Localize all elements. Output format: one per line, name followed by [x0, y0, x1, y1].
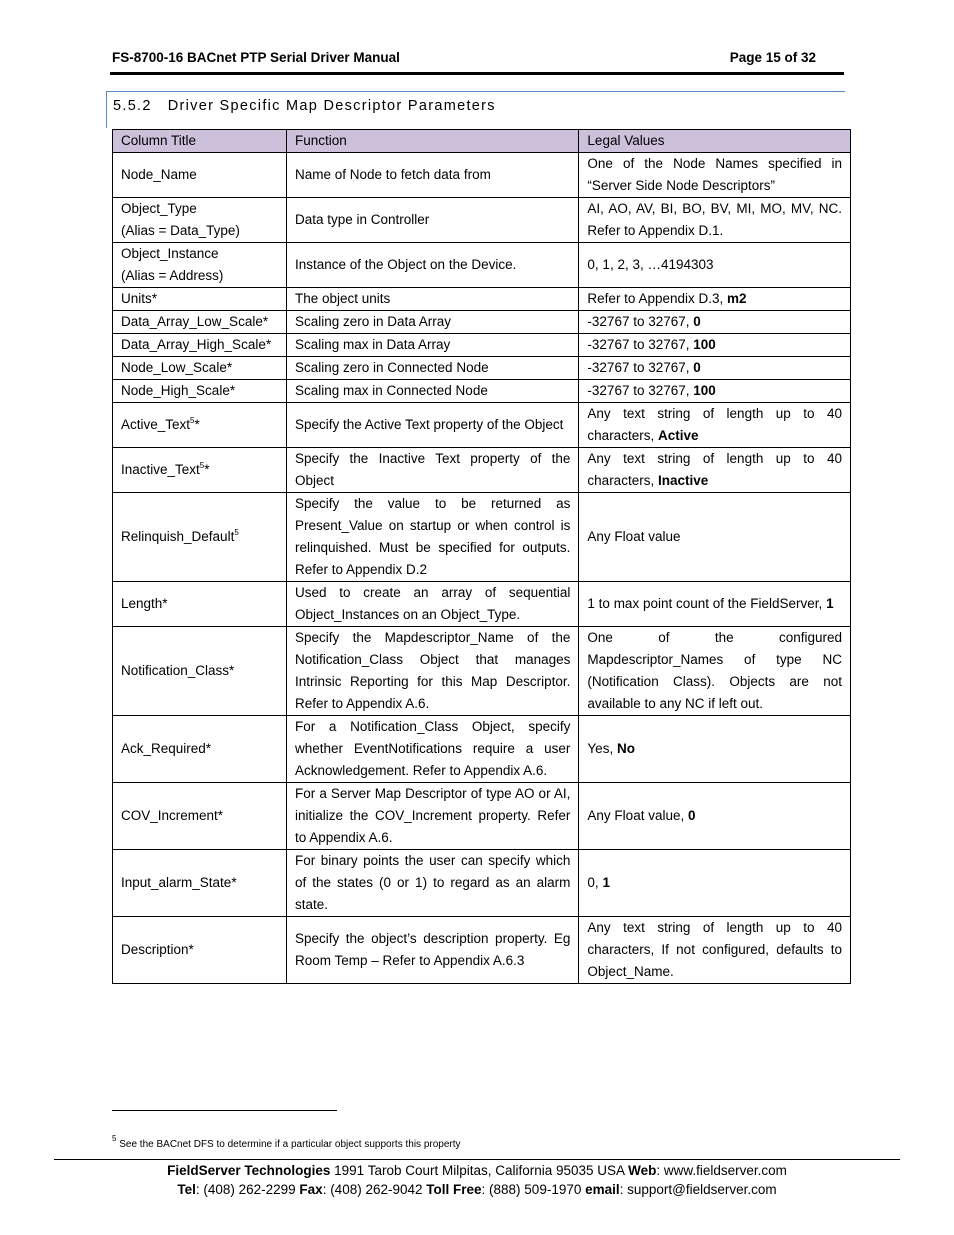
function-cell: Data type in Controller — [286, 198, 578, 243]
legal-values-text: -32767 to 32767, — [587, 383, 694, 398]
footnote-separator — [112, 1110, 337, 1111]
document-title: FS-8700-16 BACnet PTP Serial Driver Manual — [112, 50, 400, 65]
default-value: Inactive — [657, 473, 709, 488]
legal-values-text: Any text string of length up to 40 characters, — [587, 406, 842, 443]
legal-values-cell — [579, 582, 851, 627]
footer-email: : support@fieldserver.com — [619, 1182, 777, 1197]
column-title-text: Node_High_Scale* — [121, 383, 236, 398]
column-title-cell — [113, 243, 287, 288]
legal-values-text: Refer to Appendix D.3, — [587, 291, 728, 306]
column-title-text: COV_Increment* — [121, 808, 224, 823]
footer-rule — [54, 1159, 900, 1160]
column-title-text: Data_Array_Low_Scale* — [121, 314, 269, 329]
legal-values-cell — [579, 493, 851, 582]
function-cell: Name of Node to fetch data from — [286, 153, 578, 198]
function-cell: Specify the value to be returned as Present_Value on startup or when control is relinquished. Must be specified for outputs. Refer to Appendix D.2 — [286, 493, 578, 582]
page-header — [112, 50, 816, 70]
column-title-text: Units* — [121, 291, 158, 306]
function-cell: Scaling zero in Data Array — [286, 311, 578, 334]
column-title-cell — [113, 311, 287, 334]
column-header: Function — [286, 130, 578, 153]
legal-values-cell — [579, 627, 851, 716]
column-title-text: Description* — [121, 942, 194, 957]
function-cell: Specify the Mapdescriptor_Name of the Notification_Class Object that manages Intrinsic Reporting for this Map Descriptor. Refer to Appendix A.6. — [286, 627, 578, 716]
function-cell: Scaling zero in Connected Node — [286, 357, 578, 380]
column-title-text: Object_Instance — [121, 246, 219, 261]
column-title-text: Object_Type — [121, 201, 197, 216]
function-cell: Specify the Inactive Text property of the Object — [286, 448, 578, 493]
legal-values-text: 0, — [587, 875, 603, 890]
column-title-text: Notification_Class* — [121, 663, 235, 678]
section-number: 5.5.2 — [113, 98, 152, 114]
column-title-cell — [113, 288, 287, 311]
function-cell: Instance of the Object on the Device. — [286, 243, 578, 288]
legal-values-text: 1 to max point count of the FieldServer, — [587, 596, 827, 611]
footnote-marker: 5 — [112, 1134, 117, 1143]
footer-line-1 — [0, 1163, 954, 1178]
legal-values-cell — [579, 716, 851, 783]
column-title-text: Length* — [121, 596, 168, 611]
function-cell: Specify the object’s description property. Eg Room Temp – Refer to Appendix A.6.3 — [286, 917, 578, 984]
table-row — [113, 380, 851, 403]
optional-marker: * — [194, 417, 200, 432]
legal-values-cell — [579, 380, 851, 403]
column-title-text: (Alias = Data_Type) — [121, 223, 240, 238]
column-title-cell — [113, 582, 287, 627]
function-cell: Scaling max in Connected Node — [286, 380, 578, 403]
table-row — [113, 493, 851, 582]
column-title-cell — [113, 783, 287, 850]
legal-values-text: Yes, — [587, 741, 617, 756]
column-title-cell — [113, 357, 287, 380]
legal-values-cell — [579, 153, 851, 198]
legal-values-text: Any Float value, — [587, 808, 688, 823]
table-row — [113, 582, 851, 627]
legal-values-text: Any text string of length up to 40 characters, — [587, 451, 842, 488]
legal-values-cell — [579, 357, 851, 380]
legal-values-text: AI, AO, AV, BI, BO, BV, MI, MO, MV, NC. Refer to Appendix D.1. — [587, 201, 842, 238]
footer-tollfree: : (888) 509-1970 — [481, 1182, 586, 1197]
legal-values-cell — [579, 311, 851, 334]
default-value: 0 — [687, 808, 696, 823]
legal-values-text: One of the Node Names specified in “Server Side Node Descriptors” — [587, 156, 842, 193]
footer-tel-label: Tel — [177, 1182, 196, 1197]
legal-values-text: 0, 1, 2, 3, …4194303 — [587, 257, 714, 272]
legal-values-cell — [579, 850, 851, 917]
header-rule — [110, 72, 844, 75]
legal-values-cell — [579, 198, 851, 243]
column-title-cell — [113, 334, 287, 357]
column-title-cell — [113, 153, 287, 198]
map-descriptor-table — [112, 129, 851, 984]
legal-values-cell — [579, 288, 851, 311]
column-title-text: Ack_Required* — [121, 741, 212, 756]
table-row — [113, 783, 851, 850]
column-title-text: (Alias = Address) — [121, 268, 224, 283]
table-row — [113, 403, 851, 448]
column-title-text: Relinquish_Default — [121, 529, 235, 544]
table-header-row — [113, 130, 851, 153]
table-row — [113, 288, 851, 311]
footer-line-2 — [0, 1182, 954, 1197]
default-value: 0 — [693, 360, 701, 375]
footer-tollfree-label: Toll Free — [426, 1182, 482, 1197]
footnote-ref: 5 — [190, 416, 195, 425]
footer-web: : www.fieldserver.com — [656, 1163, 787, 1178]
default-value: m2 — [727, 291, 747, 306]
column-title-cell — [113, 917, 287, 984]
default-value: 0 — [693, 314, 701, 329]
column-title-cell — [113, 403, 287, 448]
footnote-ref: 5 — [199, 461, 205, 470]
function-cell: Scaling max in Data Array — [286, 334, 578, 357]
column-title-text: Active_Text — [121, 417, 191, 432]
function-cell: The object units — [286, 288, 578, 311]
footer-fax: : (408) 262-9042 — [322, 1182, 427, 1197]
table-row — [113, 627, 851, 716]
legal-values-cell — [579, 783, 851, 850]
column-header: Column Title — [113, 130, 287, 153]
column-title-cell — [113, 716, 287, 783]
optional-marker: * — [204, 462, 210, 477]
table-row — [113, 917, 851, 984]
legal-values-text: -32767 to 32767, — [587, 360, 694, 375]
column-title-text: Node_Name — [121, 167, 197, 182]
table-row — [113, 311, 851, 334]
default-value: 100 — [693, 383, 716, 398]
footer-address: 1991 Tarob Court Milpitas, California 95035 USA — [330, 1163, 629, 1178]
table-row — [113, 716, 851, 783]
column-title-text: Inactive_Text — [121, 462, 200, 477]
legal-values-cell — [579, 403, 851, 448]
legal-values-text: One of the configured Mapdescriptor_Names of type NC (Notification Class). Objects are not available to any NC if left out. — [587, 630, 842, 711]
footer-company: FieldServer Technologies — [167, 1163, 331, 1178]
default-value: 1 — [826, 596, 834, 611]
section-title: Driver Specific Map Descriptor Parameters — [167, 98, 496, 114]
section-heading — [113, 98, 496, 114]
column-title-cell — [113, 380, 287, 403]
column-title-cell — [113, 627, 287, 716]
table-row — [113, 198, 851, 243]
column-title-cell — [113, 448, 287, 493]
column-title-cell — [113, 198, 287, 243]
default-value: No — [616, 741, 635, 756]
table-row — [113, 243, 851, 288]
table-row — [113, 357, 851, 380]
legal-values-text: -32767 to 32767, — [587, 314, 694, 329]
legal-values-text: -32767 to 32767, — [587, 337, 694, 352]
footnote — [112, 1134, 461, 1150]
column-header: Legal Values — [579, 130, 851, 153]
table-row — [113, 334, 851, 357]
function-cell: Used to create an array of sequential Object_Instances on an Object_Type. — [286, 582, 578, 627]
footer-web-label: Web — [628, 1163, 657, 1178]
column-title-cell — [113, 493, 287, 582]
column-title-text: Node_Low_Scale* — [121, 360, 233, 375]
legal-values-cell — [579, 917, 851, 984]
table-row — [113, 850, 851, 917]
footer-tel: : (408) 262-2299 — [195, 1182, 300, 1197]
legal-values-text: Any text string of length up to 40 characters, If not configured, defaults to Object_Name. — [587, 920, 842, 979]
default-value: Active — [657, 428, 699, 443]
column-title-text: Input_alarm_State* — [121, 875, 237, 890]
function-cell: Specify the Active Text property of the Object — [286, 403, 578, 448]
column-title-text: Data_Array_High_Scale* — [121, 337, 272, 352]
column-title-cell — [113, 850, 287, 917]
function-cell: For binary points the user can specify which of the states (0 or 1) to regard as an alarm state. — [286, 850, 578, 917]
legal-values-text: Any Float value — [587, 529, 681, 544]
footer-email-label: email — [585, 1182, 620, 1197]
footer-fax-label: Fax — [299, 1182, 323, 1197]
table-row — [113, 448, 851, 493]
footnote-text: See the BACnet DFS to determine if a particular object supports this property — [116, 1139, 461, 1150]
default-value: 1 — [602, 875, 610, 890]
legal-values-cell — [579, 334, 851, 357]
page-number: Page 15 of 32 — [729, 50, 816, 65]
legal-values-cell — [579, 243, 851, 288]
function-cell: For a Server Map Descriptor of type AO or AI, initialize the COV_Increment property. Refer to Appendix A.6. — [286, 783, 578, 850]
table-row — [113, 153, 851, 198]
default-value: 100 — [693, 337, 716, 352]
legal-values-cell — [579, 448, 851, 493]
footnote-ref: 5 — [234, 528, 239, 537]
function-cell: For a Notification_Class Object, specify whether EventNotifications require a user Acknowledgement. Refer to Appendix A.6. — [286, 716, 578, 783]
